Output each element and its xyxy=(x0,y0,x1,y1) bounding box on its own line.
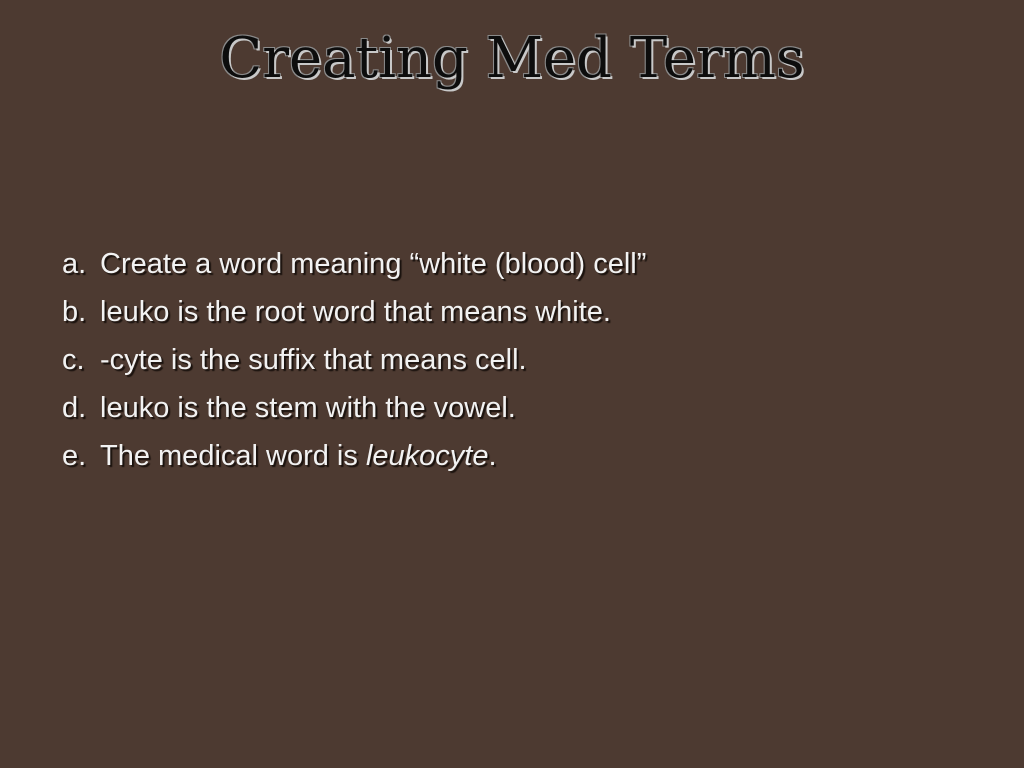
list-item-d xyxy=(62,384,982,432)
list-item-text-tail: . xyxy=(488,440,497,472)
list-item-text: leuko is the root word that means white. xyxy=(100,296,611,328)
list-item-b xyxy=(62,288,982,336)
list-item-text: Create a word meaning “white (blood) cell” xyxy=(100,248,647,280)
list-marker: a. xyxy=(62,248,87,280)
list-marker: c. xyxy=(62,344,85,376)
list-item-text xyxy=(100,432,497,480)
list-item-text: leuko is the stem with the vowel. xyxy=(100,392,516,424)
list-item-a xyxy=(62,240,982,288)
list-item-text: -cyte is the suffix that means cell. xyxy=(100,344,527,376)
slide-title: Creating Med Terms xyxy=(219,26,805,91)
list-item-c xyxy=(62,336,982,384)
list-marker: d. xyxy=(62,392,87,424)
list-item-e xyxy=(62,432,982,480)
term-steps-list xyxy=(62,240,982,480)
list-marker: b. xyxy=(62,296,87,328)
list-marker: e. xyxy=(62,440,87,472)
medical-word-emphasis: leukocyte xyxy=(365,440,489,472)
list-item-text-lead: The medical word is xyxy=(100,440,366,472)
